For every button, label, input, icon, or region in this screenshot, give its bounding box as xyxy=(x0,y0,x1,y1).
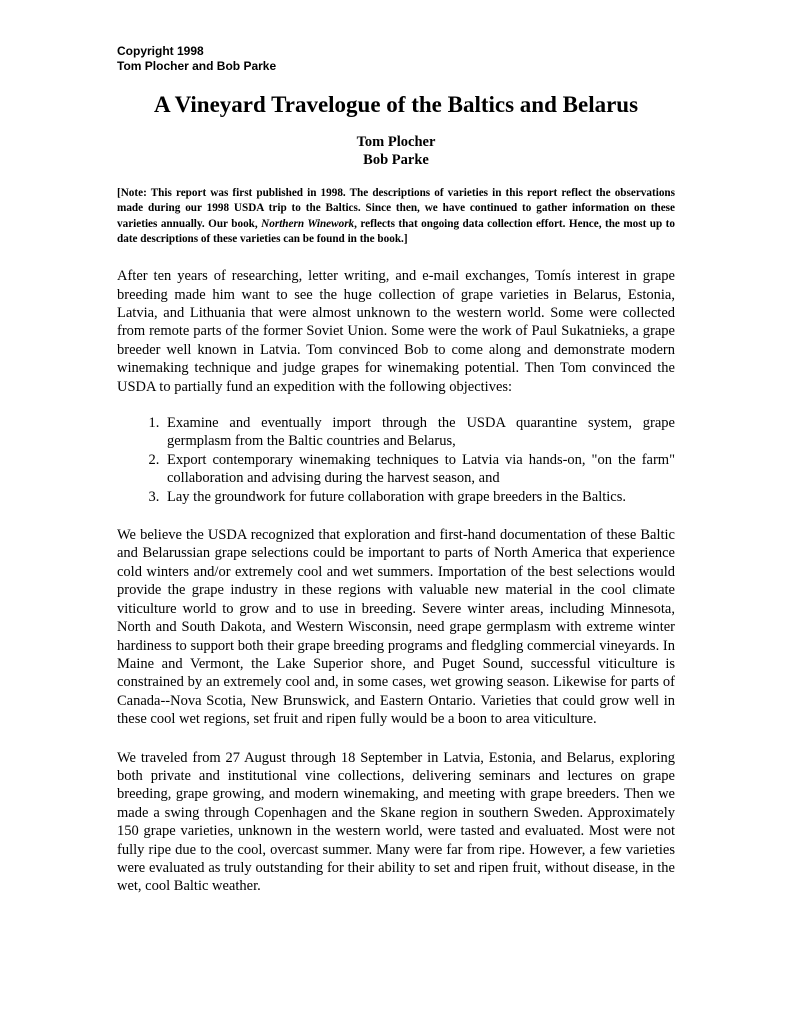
intro-paragraph: After ten years of researching, letter writing, and e-mail exchanges, Tomís interest in grape breeding made him want to see the huge collection of grape varieties in Belarus, Estonia, Latvia, and Lithuania that were almost unknown to the western world. Some were collected from remote parts of the former Soviet Union. Some were the work of Paul Sukatnieks, a grape breeder well known in Latvia. Tom convinced Bob to come along and demonstrate modern winemaking technique and judge grapes for winemaking potential. Then Tom convinced the USDA to partially fund an expedition with the following objectives: xyxy=(117,268,675,395)
objectives-list xyxy=(117,414,675,506)
book-title: Northern Winework xyxy=(261,217,355,230)
travel-paragraph: We traveled from 27 August through 18 September in Latvia, Estonia, and Belarus, exploring both private and institutional vine collections, delivering seminars and lectures on grape breeding, grape growing, and modern winemaking, and meeting with grape breeders. Then we made a swing through Copenhagen and the Skane region in southern Sweden. Approximately 150 grape varieties, unknown in the western world, were tasted and evaluated. Most were not fully ripe due to the cool, overcast summer. Many were far from ripe. However, a few varieties were evaluated as truly outstanding for their ability to set and ripen fruit, without disease, in the wet, cool Baltic weather. xyxy=(117,749,675,895)
author-name: Bob Parke xyxy=(363,152,429,168)
copyright-block xyxy=(117,44,675,74)
document-title: A Vineyard Travelogue of the Baltics and Belarus xyxy=(153,92,639,117)
objective-item: 1. Examine and eventually import through the USDA quarantine system, grape germplasm from the Baltic countries and Belarus, xyxy=(163,414,675,451)
copyright-year: Copyright 1998 xyxy=(117,44,204,58)
note-text-before: [Note: This report was first published in 1998. The descriptions of varieties in this report reflect the observations made during our 1998 USDA trip to the Baltics. Since then, we have continued to gather information on these varieties annually. Our book, xyxy=(117,187,675,230)
author-list xyxy=(117,133,675,169)
copyright-holders: Tom Plocher and Bob Parke xyxy=(117,59,277,73)
author-name: Tom Plocher xyxy=(356,134,436,150)
document-page xyxy=(117,44,675,896)
note-text-after: , reflects that ongoing data collection effort. Hence, the most up to date descriptions of these varieties can be found in the book.] xyxy=(117,217,676,245)
objective-item: 3. Lay the groundwork for future collaboration with grape breeders in the Baltics. xyxy=(163,488,675,506)
editor-note xyxy=(117,186,675,247)
objective-item: 2. Export contemporary winemaking techniques to Latvia via hands-on, "on the farm" collaboration and advising during the harvest season, and xyxy=(163,451,675,488)
usda-paragraph: We believe the USDA recognized that exploration and first-hand documentation of these Baltic and Belarussian grape selections could be important to parts of North America that experience cold winters and/or extremely cool and wet summers. Importation of the best selections would provide the grape industry in these regions with valuable new material in the cool climate viticulture world to grow and to use in breeding. Severe winter areas, including Minnesota, North and South Dakota, and Western Wisconsin, need grape germplasm with extreme winter hardiness to support both their grape breeding programs and fledgling commercial vineyards. In Maine and Vermont, the Lake Superior shore, and Puget Sound, successful viticulture is constrained by an extremely cool and, in some cases, wet growing season. Likewise for parts of Canada--Nova Scotia, New Brunswick, and Eastern Ontario. Varieties that could grow well in these cool wet regions, set fruit and ripen fully would be a boon to area viticulture. xyxy=(117,527,675,728)
